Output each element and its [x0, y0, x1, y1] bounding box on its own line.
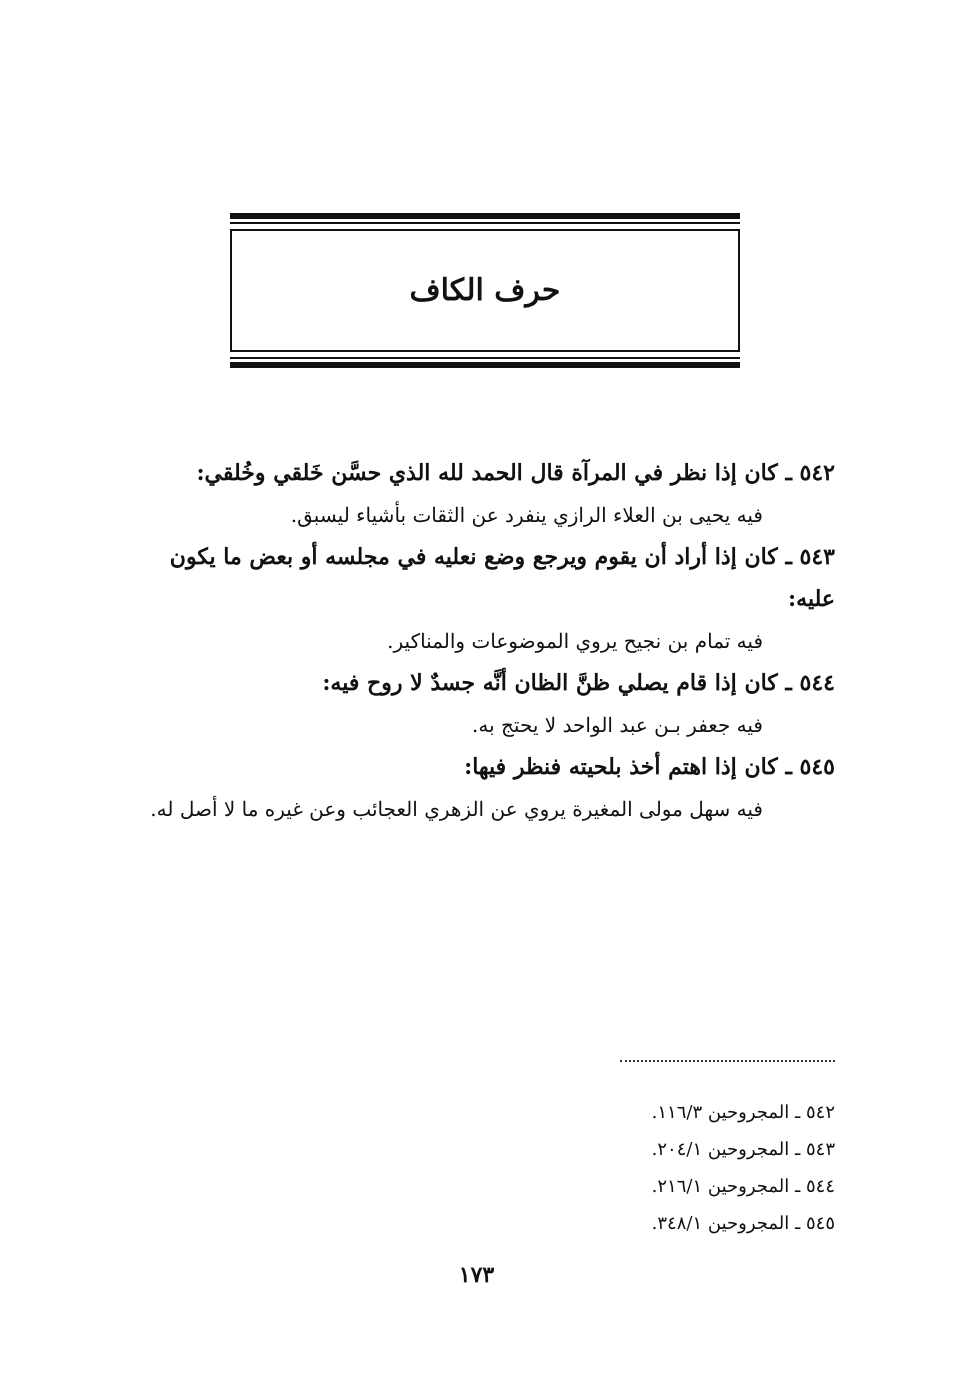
entry-note: فيه يحيى بن العلاء الرازي ينفرد عن الثقات بأشياء ليسبق.: [290, 503, 763, 527]
chapter-header: [230, 213, 740, 368]
footnote-separator: [620, 1060, 835, 1062]
header-bottom-thin-rule: [230, 357, 740, 359]
entry-heading: ٥٤٣ ـ كان إذا أراد أن يقوم ويرجع وضع نعليه في مجلسه أو بعض ما يكون عليه:: [169, 544, 835, 612]
entry-heading: ٥٤٢ ـ كان إذا نظر في المرآة قال الحمد لله الذي حسَّن خَلقي وخُلقي:: [196, 460, 835, 486]
footnote-line: ٥٤٤ ـ المجروحين ٢١٦/١.: [651, 1176, 835, 1197]
footnote-line: ٥٤٣ ـ المجروحين ٢٠٤/١.: [651, 1139, 835, 1160]
header-bottom-thick-rule: [230, 362, 740, 368]
header-top-thick-rule: [230, 213, 740, 219]
entry-note: فيه سهل مولى المغيرة يروي عن الزهري العجائب وعن غيره ما لا أصل له.: [150, 797, 763, 821]
entry-note: فيه تمام بن نجيح يروي الموضوعات والمناكير.: [387, 629, 763, 653]
entry-545: [135, 746, 835, 830]
page-number: ١٧٣: [458, 1262, 495, 1288]
entry-heading: ٥٤٤ ـ كان إذا قام يصلي ظنَّ الظان أنَّه جسدٌ لا روح فيه:: [322, 670, 835, 696]
entry-542: [135, 452, 835, 536]
chapter-title: حرف الكاف: [409, 273, 561, 308]
entry-note: فيه جعفر بـن عبد الواحد لا يحتج به.: [472, 713, 763, 737]
footnotes: [535, 1094, 835, 1242]
entry-543: [135, 536, 835, 662]
footnote-line: ٥٤٢ ـ المجروحين ١١٦/٣.: [651, 1102, 835, 1123]
header-top-thin-rule: [230, 222, 740, 224]
entry-heading: ٥٤٥ ـ كان إذا اهتم أخذ بلحيته فنظر فيها:: [464, 754, 835, 780]
footnote-line: ٥٤٥ ـ المجروحين ٣٤٨/١.: [651, 1213, 835, 1234]
entry-544: [135, 662, 835, 746]
hadith-entries: [135, 452, 835, 830]
header-box: [230, 229, 740, 352]
